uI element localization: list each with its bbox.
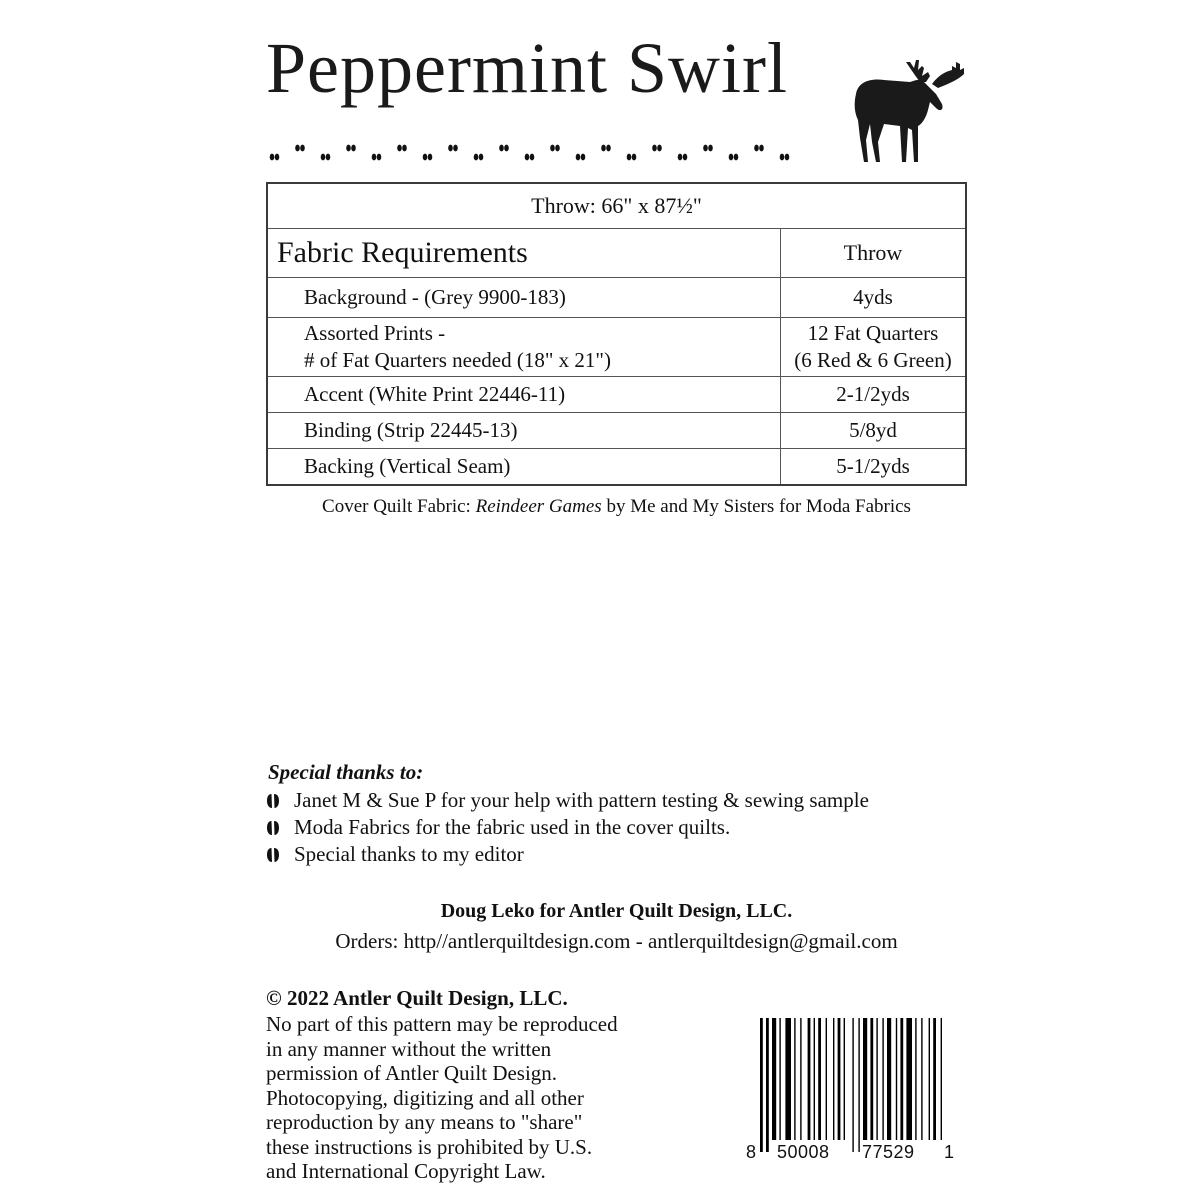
barcode-right-digits: 77529 bbox=[862, 1142, 915, 1162]
hoof-track bbox=[295, 145, 305, 152]
barcode-bar bbox=[800, 1018, 801, 1140]
barcode-bar bbox=[870, 1018, 873, 1140]
hoof-track bbox=[652, 145, 662, 152]
barcode-bar bbox=[808, 1018, 811, 1140]
barcode-bar bbox=[838, 1018, 841, 1140]
barcode-bar bbox=[844, 1018, 845, 1140]
barcode-bar bbox=[814, 1018, 815, 1140]
list-item bbox=[266, 787, 869, 814]
amount-cell bbox=[781, 318, 967, 377]
table-row bbox=[267, 413, 966, 449]
amount-text: 5/8yd bbox=[849, 418, 897, 442]
hoof-track bbox=[780, 154, 790, 161]
barcode-lead-digit: 8 bbox=[746, 1142, 757, 1162]
hoof-track bbox=[525, 154, 535, 161]
amount-text: 5-1/2yds bbox=[836, 454, 910, 478]
copyright-notice: No part of this pattern may be reproduced in any manner without the written permission of Antler Quilt Design. Photocopying, digitizing and all other reproduction by any means to "share" these instructions is prohibited by U.S. and International Copyright Law. bbox=[266, 1012, 618, 1183]
barcode-bar bbox=[863, 1018, 867, 1140]
material-text: Backing (Vertical Seam) bbox=[304, 454, 511, 478]
hoof-track bbox=[423, 154, 433, 161]
hoof-tracks-icon bbox=[266, 136, 806, 168]
barcode-bar bbox=[794, 1018, 795, 1140]
barcode-bar bbox=[760, 1018, 763, 1152]
material-cell bbox=[267, 318, 781, 377]
barcode-bar bbox=[818, 1018, 821, 1140]
cover-note-prefix: Cover Quilt Fabric: bbox=[322, 496, 476, 517]
hoof-track bbox=[372, 154, 382, 161]
material-text: Accent (White Print 22446-11) bbox=[304, 382, 566, 406]
fabric-requirements-heading: Fabric Requirements bbox=[267, 229, 781, 278]
hoof-track bbox=[474, 154, 484, 161]
barcode-bar bbox=[766, 1018, 769, 1152]
barcode-bar bbox=[876, 1018, 877, 1140]
hoof-track bbox=[270, 154, 280, 161]
thanks-item-text: Special thanks to my editor bbox=[294, 842, 524, 866]
barcode-bar bbox=[858, 1018, 859, 1152]
hoof-track bbox=[550, 145, 560, 152]
table-row bbox=[267, 278, 966, 318]
hoof-track bbox=[754, 145, 764, 152]
copyright-heading: © 2022 Antler Quilt Design, LLC. bbox=[266, 986, 568, 1010]
hoof-track bbox=[627, 154, 637, 161]
barcode-bar bbox=[929, 1018, 930, 1140]
barcode-bar bbox=[900, 1018, 903, 1140]
special-thanks-heading: Special thanks to: bbox=[268, 760, 424, 784]
barcode-check-digit: 1 bbox=[944, 1142, 955, 1162]
barcode-bar bbox=[933, 1018, 936, 1140]
hoof-print-icon bbox=[266, 847, 280, 863]
material-cell bbox=[267, 278, 781, 318]
amount-cell bbox=[781, 449, 967, 486]
pattern-title: Peppermint Swirl bbox=[266, 28, 788, 108]
size-row bbox=[267, 183, 966, 229]
material-cell bbox=[267, 449, 781, 486]
column-throw-heading: Throw bbox=[781, 229, 967, 278]
moose-silhouette-icon bbox=[848, 58, 966, 170]
table-row bbox=[267, 377, 966, 413]
thanks-list bbox=[266, 787, 869, 868]
barcode-bar bbox=[779, 1018, 780, 1140]
list-item bbox=[266, 814, 869, 841]
header-row bbox=[267, 229, 966, 278]
hoof-track bbox=[346, 145, 356, 152]
hoof-track bbox=[703, 145, 713, 152]
hoof-track bbox=[448, 145, 458, 152]
barcode-bar bbox=[852, 1018, 853, 1152]
cover-fabric-note bbox=[266, 496, 967, 518]
orders-contact: Orders: http//antlerquiltdesign.com - antlerquiltdesign@gmail.com bbox=[335, 929, 898, 953]
designer-credit: Doug Leko for Antler Quilt Design, LLC. bbox=[440, 900, 793, 922]
material-cell bbox=[267, 377, 781, 413]
barcode-bar bbox=[772, 1018, 776, 1140]
hoof-track bbox=[397, 145, 407, 152]
amount-text: 4yds bbox=[853, 285, 893, 309]
barcode-bar bbox=[826, 1018, 827, 1140]
list-item bbox=[266, 841, 869, 868]
material-text: Background - (Grey 9900-183) bbox=[304, 285, 566, 309]
material-text: # of Fat Quarters needed (18" x 21") bbox=[304, 348, 611, 372]
hoof-print-icon bbox=[266, 820, 280, 836]
hoof-track bbox=[601, 145, 611, 152]
hoof-track bbox=[321, 154, 331, 161]
cover-fabric-name: Reindeer Games bbox=[475, 496, 602, 517]
barcode-bar bbox=[941, 1018, 942, 1140]
amount-cell bbox=[781, 278, 967, 318]
cover-note-suffix: by Me and My Sisters for Moda Fabrics bbox=[601, 496, 911, 517]
throw-size-label: Throw: 66" x 87½" bbox=[267, 183, 966, 229]
barcode-bar bbox=[921, 1018, 922, 1140]
material-text: Assorted Prints - bbox=[304, 321, 446, 345]
barcode-bar bbox=[882, 1018, 883, 1140]
barcode-left-digits: 50008 bbox=[777, 1142, 830, 1162]
material-cell bbox=[267, 413, 781, 449]
amount-text: 2-1/2yds bbox=[836, 382, 910, 406]
amount-cell bbox=[781, 413, 967, 449]
table-row bbox=[267, 449, 966, 486]
upc-barcode-icon bbox=[758, 1018, 942, 1152]
barcode-bar bbox=[915, 1018, 916, 1140]
material-text: Binding (Strip 22445-13) bbox=[304, 418, 518, 442]
amount-cell bbox=[781, 377, 967, 413]
barcode-bar bbox=[833, 1018, 834, 1140]
barcode-bar bbox=[896, 1018, 897, 1140]
barcode-bar bbox=[906, 1018, 912, 1140]
thanks-item-text: Janet M & Sue P for your help with pattern testing & sewing sample bbox=[294, 788, 869, 812]
barcode-bar bbox=[887, 1018, 891, 1140]
hoof-track bbox=[729, 154, 739, 161]
amount-text: 12 Fat Quarters bbox=[807, 321, 939, 345]
amount-text: (6 Red & 6 Green) bbox=[794, 348, 952, 372]
fabric-requirements-table bbox=[266, 182, 967, 486]
hoof-print-icon bbox=[266, 793, 280, 809]
hoof-track bbox=[678, 154, 688, 161]
hoof-track bbox=[499, 145, 509, 152]
barcode-bar bbox=[785, 1018, 791, 1140]
hoof-track bbox=[576, 154, 586, 161]
thanks-item-text: Moda Fabrics for the fabric used in the cover quilts. bbox=[294, 815, 731, 839]
table-row bbox=[267, 318, 966, 377]
